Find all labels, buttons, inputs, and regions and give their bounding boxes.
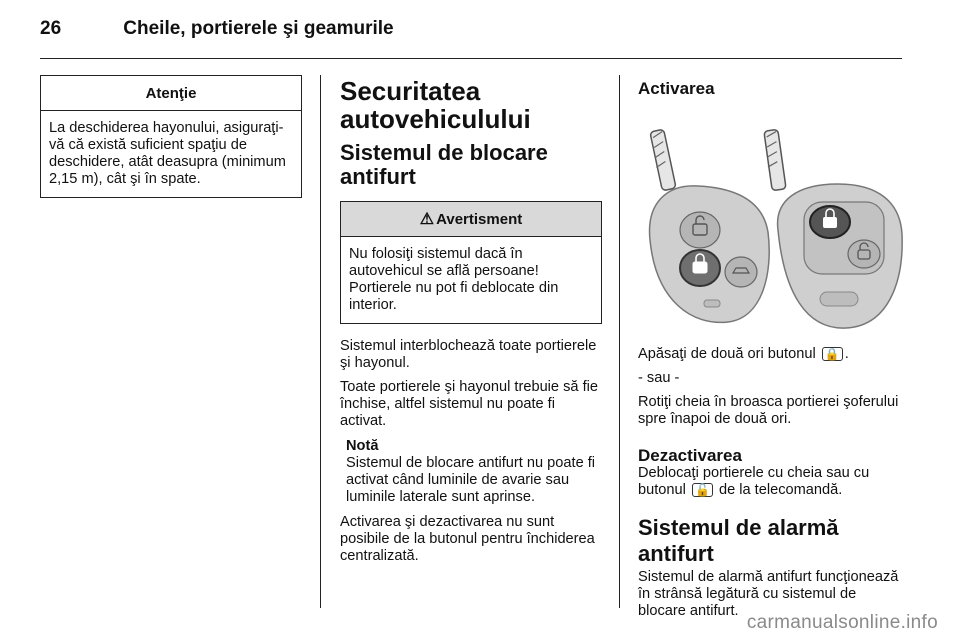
activation-step-2: Rotiţi cheia în broasca portierei şoferului spre înapoi de două ori. [638, 394, 899, 427]
activation-heading: Activarea [638, 79, 715, 98]
page-number: 26 [40, 18, 62, 39]
paragraph-3: Activarea şi dezactivarea nu sunt posibile de la butonul pentru închiderea centralizată. [340, 514, 595, 564]
column-divider-2 [619, 75, 620, 608]
unlock-button-icon: 🔓 [692, 483, 713, 497]
note-block [340, 438, 602, 506]
watermark: carmanualsonline.info [746, 612, 938, 633]
deactivation-heading: Dezactivarea [638, 446, 742, 465]
attention-box-title: Atenţie [41, 76, 301, 111]
activation-step-1-text: Apăsaţi de două ori butonul [638, 346, 816, 362]
warning-box-title: Avertisment [436, 211, 523, 228]
page-header [40, 18, 394, 40]
chapter-title: Cheile, portierele şi geamurile [123, 18, 394, 39]
alternative-separator: - sau - [638, 370, 680, 386]
header-rule [40, 58, 902, 59]
alarm-heading: Sistemul de alarmă antifurt [638, 515, 839, 566]
deactivation-text-start: Deblocaţi portierele cu cheia sau cu butonul [638, 465, 870, 498]
section-heading: Securitatea autovehiculului [340, 76, 531, 134]
deactivation-text [638, 465, 908, 499]
activation-step-1 [638, 346, 908, 363]
paragraph-2: Toate portierele şi hayonul trebuie să fie închise, altfel sistemul nu poate fi activat. [340, 379, 598, 429]
column-2 [340, 75, 602, 572]
warning-box [340, 201, 602, 324]
warning-box-text: Nu folosiţi sistemul dacă în autovehicul se află persoane! Portierele nu pot fi deblocate din interior. [349, 246, 559, 313]
paragraph-1: Sistemul interblochează toate portierele şi hayonul. [340, 338, 597, 371]
warning-triangle-icon: ⚠ [419, 211, 435, 228]
activation-step-1-end: . [844, 346, 849, 362]
key-blade-left [649, 129, 676, 191]
lock-button-icon: 🔒 [822, 347, 843, 361]
attention-box-text: La deschiderea hayonului, asiguraţi-vă că există suficient spaţiu de deschidere, atât deasupra (minimum 2,15 m), cât şi în spate. [49, 120, 286, 187]
note-text: Sistemul de blocare antifurt nu poate fi activat când luminile de avarie sau luminile laterale sunt aprinse. [346, 455, 596, 505]
deactivation-text-end: de la telecomandă. [718, 482, 843, 498]
note-title: Notă [346, 438, 379, 454]
column-3 [638, 75, 908, 627]
subsection-heading: Sistemul de blocare antifurt [340, 140, 548, 189]
warning-box-header [341, 202, 601, 237]
remote-key-fobs-illustration [638, 122, 908, 332]
key-blade-right [763, 129, 786, 190]
column-divider-1 [320, 75, 321, 608]
alarm-text: Sistemul de alarmă antifurt funcţionează în strânsă legătură cu sistemul de blocare antifurt. [638, 569, 899, 619]
key-fob-right [778, 184, 903, 328]
attention-box [40, 75, 302, 198]
key-fob-left [650, 186, 770, 323]
column-1 [40, 75, 302, 198]
